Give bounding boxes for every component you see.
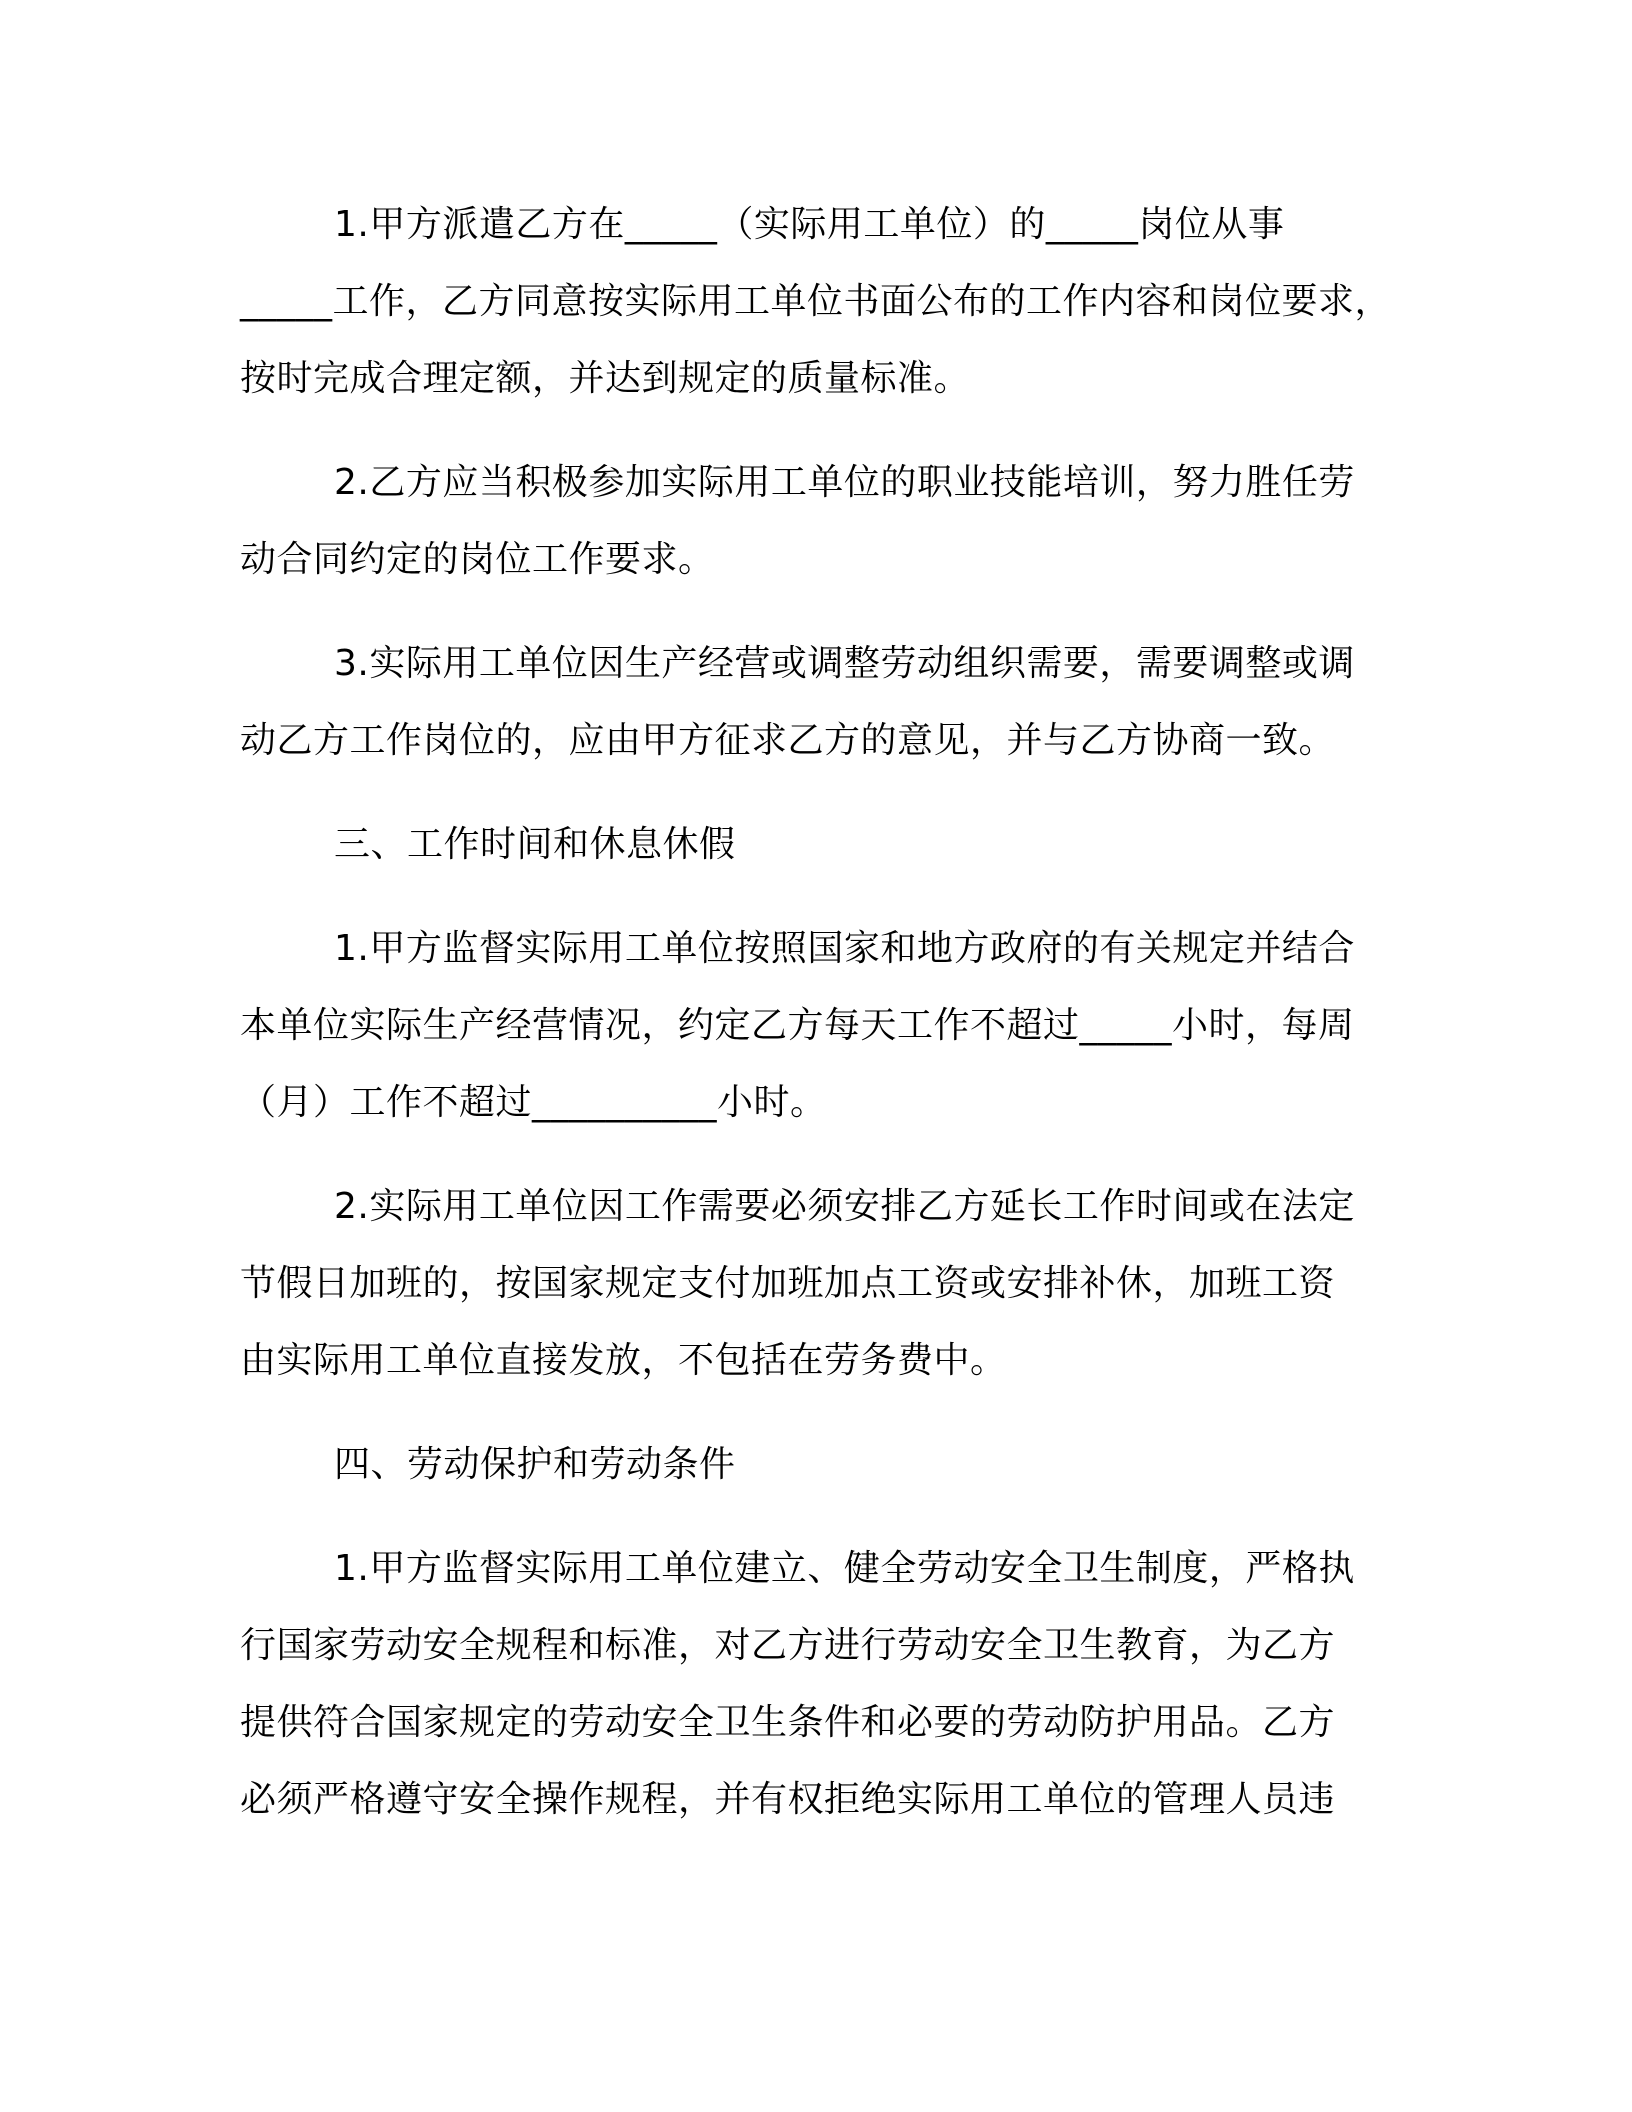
text-line: 提供符合国家规定的劳动安全卫生条件和必要的劳动防护用品。乙方: [240, 1702, 1336, 1743]
heading-text: 四、劳动保护和劳动条件: [334, 1444, 736, 1485]
paragraph: [240, 186, 1400, 417]
text-line: 1.甲方监督实际用工单位建立、健全劳动安全卫生制度，严格执: [334, 1548, 1355, 1589]
text-line: 节假日加班的，按国家规定支付加班加点工资或安排补休，加班工资: [240, 1263, 1336, 1304]
text-line: 1.甲方监督实际用工单位按照国家和地方政府的有关规定并结合: [334, 928, 1355, 969]
paragraph: [240, 444, 1400, 598]
section-heading: [240, 1426, 1400, 1503]
text-line: 3.实际用工单位因生产经营或调整劳动组织需要，需要调整或调: [334, 643, 1355, 684]
text-line: 动合同约定的岗位工作要求。: [240, 539, 715, 580]
text-line: 2.实际用工单位因工作需要必须安排乙方延长工作时间或在法定: [334, 1186, 1355, 1227]
text-line: 按时完成合理定额，并达到规定的质量标准。: [240, 358, 971, 399]
text-line: _____工作，乙方同意按实际用工单位书面公布的工作内容和岗位要求，: [240, 281, 1392, 322]
paragraph: [240, 1168, 1400, 1399]
text-line: 1.甲方派遣乙方在_____（实际用工单位）的_____岗位从事: [334, 204, 1285, 245]
paragraph: [240, 625, 1400, 779]
text-line: （月）工作不超过__________小时。: [240, 1082, 827, 1123]
text-line: 本单位实际生产经营情况，约定乙方每天工作不超过_____小时，每周: [240, 1005, 1355, 1046]
text-line: 动乙方工作岗位的，应由甲方征求乙方的意见，并与乙方协商一致。: [240, 720, 1336, 761]
text-line: 必须严格遵守安全操作规程，并有权拒绝实际用工单位的管理人员违: [240, 1779, 1336, 1820]
text-line: 2.乙方应当积极参加实际用工单位的职业技能培训，努力胜任劳: [334, 462, 1355, 503]
text-line: 由实际用工单位直接发放，不包括在劳务费中。: [240, 1340, 1007, 1381]
text-line: 行国家劳动安全规程和标准，对乙方进行劳动安全卫生教育，为乙方: [240, 1625, 1336, 1666]
heading-text: 三、工作时间和休息休假: [334, 824, 736, 865]
document-body: [240, 186, 1400, 1838]
paragraph: [240, 1530, 1400, 1838]
paragraph: [240, 910, 1400, 1141]
section-heading: [240, 806, 1400, 883]
